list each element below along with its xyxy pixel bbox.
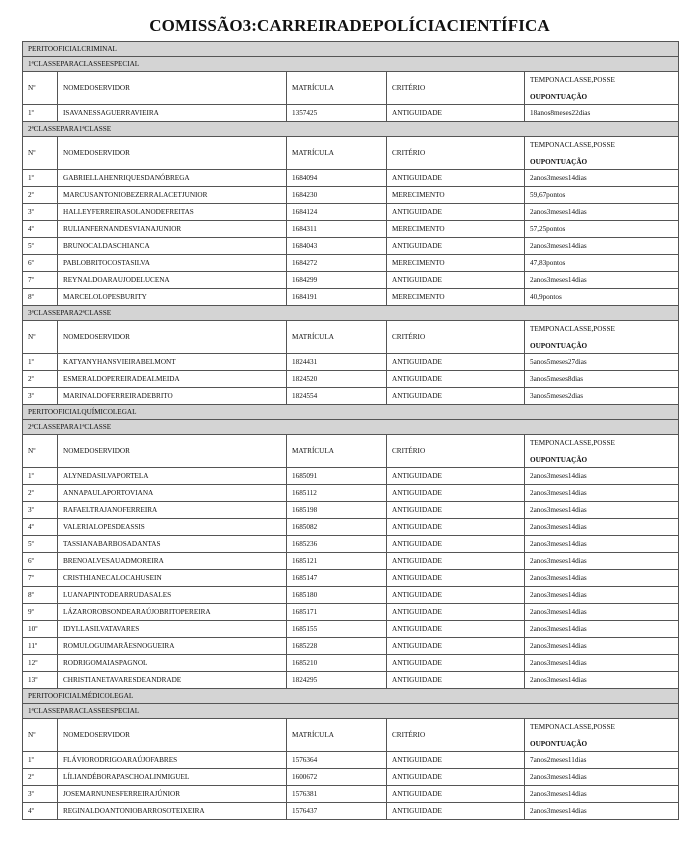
header-name: NOMEDOSERVIDOR [58, 137, 287, 170]
table-row [23, 170, 679, 187]
cell-matricula: 1684272 [287, 255, 387, 272]
header-name: NOMEDOSERVIDOR [58, 72, 287, 105]
section-band-row [23, 420, 679, 435]
cell-name: TASSIANABARBOSADANTAS [58, 536, 287, 553]
cell-rank: 8º [23, 289, 58, 306]
section-band-row [23, 42, 679, 57]
header-criterio: CRITÉRIO [387, 72, 525, 105]
section-band-row [23, 405, 679, 420]
header-tempo [525, 719, 679, 752]
table-row [23, 604, 679, 621]
cell-name: VALERIALOPESDEASSIS [58, 519, 287, 536]
table-row [23, 204, 679, 221]
cell-rank: 3º [23, 204, 58, 221]
cell-rank: 6º [23, 255, 58, 272]
promotion-table [22, 41, 679, 820]
cell-name: LÁZAROROBSONDEARAÚJOBRITOPEREIRA [58, 604, 287, 621]
header-tempo-line2: OUPONTUAÇÃO [530, 455, 588, 464]
table-row [23, 502, 679, 519]
document-title: COMISSÃO3:CARREIRADEPOLÍCIACIENTÍFICA [149, 16, 550, 35]
cell-name: ALYNEDASILVAPORTELA [58, 468, 287, 485]
cell-tempo: 7anos2meses11dias [525, 752, 679, 769]
cell-tempo: 2anos3meses14dias [525, 519, 679, 536]
table-row [23, 221, 679, 238]
cell-tempo: 2anos3meses14dias [525, 170, 679, 187]
section-band-row [23, 689, 679, 704]
cell-rank: 3º [23, 502, 58, 519]
table-row [23, 769, 679, 786]
cell-rank: 4º [23, 803, 58, 820]
cell-tempo: 3anos5meses8dias [525, 371, 679, 388]
cell-matricula: 1600672 [287, 769, 387, 786]
header-tempo-line2: OUPONTUAÇÃO [530, 341, 588, 350]
cell-criterio: ANTIGUIDADE [387, 371, 525, 388]
cell-criterio: ANTIGUIDADE [387, 238, 525, 255]
cell-name: MARCELOLOPESBURITY [58, 289, 287, 306]
cell-rank: 2º [23, 485, 58, 502]
cell-rank: 1º [23, 105, 58, 122]
cell-name: REGINALDOANTONIOBARROSOTEIXEIRA [58, 803, 287, 820]
cell-rank: 8º [23, 587, 58, 604]
cell-rank: 4º [23, 221, 58, 238]
cell-name: CRISTHIANECALOCAHUSEIN [58, 570, 287, 587]
section-band-label: PERITOOFICIALQUÍMICOLEGAL [23, 405, 679, 420]
cell-matricula: 1685236 [287, 536, 387, 553]
cell-criterio: ANTIGUIDADE [387, 604, 525, 621]
header-tempo-line1: TEMPONACLASSE,POSSE [530, 75, 615, 84]
cell-criterio: MERECIMENTO [387, 187, 525, 204]
cell-criterio: MERECIMENTO [387, 221, 525, 238]
cell-tempo: 2anos3meses14dias [525, 485, 679, 502]
header-number: Nº [23, 72, 58, 105]
cell-name: ESMERALDOPEREIRADEALMEIDA [58, 371, 287, 388]
cell-criterio: ANTIGUIDADE [387, 502, 525, 519]
header-criterio: CRITÉRIO [387, 321, 525, 354]
cell-rank: 7º [23, 272, 58, 289]
section-band-label: PERITOOFICIALCRIMINAL [23, 42, 679, 57]
cell-criterio: ANTIGUIDADE [387, 587, 525, 604]
cell-name: FLÁVIORODRIGOARAÚJOFABRES [58, 752, 287, 769]
table-row [23, 187, 679, 204]
header-tempo-line2: OUPONTUAÇÃO [530, 739, 588, 748]
table-row [23, 536, 679, 553]
header-matricula: MATRÍCULA [287, 321, 387, 354]
table-row [23, 655, 679, 672]
cell-rank: 1º [23, 468, 58, 485]
cell-criterio: ANTIGUIDADE [387, 655, 525, 672]
table-row [23, 388, 679, 405]
cell-rank: 12º [23, 655, 58, 672]
cell-rank: 9º [23, 604, 58, 621]
table-row [23, 255, 679, 272]
cell-rank: 11º [23, 638, 58, 655]
cell-matricula: 1685198 [287, 502, 387, 519]
cell-matricula: 1684311 [287, 221, 387, 238]
cell-name: LÍLIANDÉBORAPASCHOALINMIGUEL [58, 769, 287, 786]
cell-matricula: 1576381 [287, 786, 387, 803]
promotion-table-body [23, 42, 679, 820]
cell-criterio: ANTIGUIDADE [387, 803, 525, 820]
header-criterio: CRITÉRIO [387, 435, 525, 468]
cell-name: JOSEMARNUNESFERREIRAJÚNIOR [58, 786, 287, 803]
header-tempo [525, 72, 679, 105]
table-row [23, 786, 679, 803]
cell-rank: 2º [23, 371, 58, 388]
cell-matricula: 1824554 [287, 388, 387, 405]
cell-matricula: 1684124 [287, 204, 387, 221]
table-row [23, 570, 679, 587]
cell-name: HALLEYFERREIRASOLANODEFREITAS [58, 204, 287, 221]
table-row [23, 371, 679, 388]
cell-rank: 5º [23, 238, 58, 255]
cell-criterio: ANTIGUIDADE [387, 519, 525, 536]
cell-name: PABLOBRITOCOSTASILVA [58, 255, 287, 272]
section-band-row [23, 122, 679, 137]
cell-criterio: ANTIGUIDADE [387, 786, 525, 803]
cell-matricula: 1685121 [287, 553, 387, 570]
header-number: Nº [23, 321, 58, 354]
cell-criterio: ANTIGUIDADE [387, 105, 525, 122]
table-row [23, 354, 679, 371]
cell-matricula: 1685082 [287, 519, 387, 536]
cell-criterio: ANTIGUIDADE [387, 570, 525, 587]
cell-rank: 2º [23, 187, 58, 204]
cell-tempo: 47,83pontos [525, 255, 679, 272]
header-tempo-line1: TEMPONACLASSE,POSSE [530, 140, 615, 149]
cell-matricula: 1685155 [287, 621, 387, 638]
cell-name: ANNAPAULAPORTOVIANA [58, 485, 287, 502]
cell-tempo: 2anos3meses14dias [525, 570, 679, 587]
header-tempo-line2: OUPONTUAÇÃO [530, 157, 588, 166]
header-tempo [525, 137, 679, 170]
cell-tempo: 2anos3meses14dias [525, 621, 679, 638]
section-band-label: 3ªCLASSEPARA2ªCLASSE [23, 306, 679, 321]
header-tempo-line1: TEMPONACLASSE,POSSE [530, 324, 615, 333]
table-row [23, 587, 679, 604]
table-row [23, 105, 679, 122]
table-row [23, 272, 679, 289]
cell-criterio: ANTIGUIDADE [387, 204, 525, 221]
cell-rank: 3º [23, 786, 58, 803]
cell-tempo: 2anos3meses14dias [525, 502, 679, 519]
cell-criterio: ANTIGUIDADE [387, 468, 525, 485]
cell-name: RULIANFERNANDESVIANAJUNIOR [58, 221, 287, 238]
table-row [23, 672, 679, 689]
cell-matricula: 1685171 [287, 604, 387, 621]
cell-tempo: 3anos5meses2dias [525, 388, 679, 405]
section-band-row [23, 704, 679, 719]
cell-rank: 7º [23, 570, 58, 587]
table-row [23, 238, 679, 255]
cell-rank: 6º [23, 553, 58, 570]
column-header-row [23, 72, 679, 105]
table-row [23, 803, 679, 820]
cell-rank: 1º [23, 170, 58, 187]
section-band-label: 1ªCLASSEPARACLASSEESPECIAL [23, 57, 679, 72]
cell-matricula: 1684299 [287, 272, 387, 289]
header-name: NOMEDOSERVIDOR [58, 719, 287, 752]
cell-tempo: 5anos5meses27dias [525, 354, 679, 371]
cell-name: MARCUSANTONIOBEZERRALACETJUNIOR [58, 187, 287, 204]
header-name: NOMEDOSERVIDOR [58, 435, 287, 468]
cell-tempo: 2anos3meses14dias [525, 769, 679, 786]
header-tempo-line1: TEMPONACLASSE,POSSE [530, 722, 615, 731]
cell-tempo: 2anos3meses14dias [525, 638, 679, 655]
cell-matricula: 1685091 [287, 468, 387, 485]
cell-tempo: 2anos3meses14dias [525, 468, 679, 485]
header-criterio: CRITÉRIO [387, 719, 525, 752]
cell-criterio: ANTIGUIDADE [387, 752, 525, 769]
cell-name: GABRIELLAHENRIQUESDANÓBREGA [58, 170, 287, 187]
column-header-row [23, 435, 679, 468]
cell-matricula: 1684094 [287, 170, 387, 187]
cell-matricula: 1684043 [287, 238, 387, 255]
cell-matricula: 1824431 [287, 354, 387, 371]
header-tempo [525, 435, 679, 468]
cell-rank: 13º [23, 672, 58, 689]
cell-tempo: 18anos8meses22dias [525, 105, 679, 122]
cell-name: RODRIGOMAIASPAGNOL [58, 655, 287, 672]
section-band-row [23, 306, 679, 321]
cell-criterio: ANTIGUIDADE [387, 672, 525, 689]
cell-tempo: 2anos3meses14dias [525, 786, 679, 803]
cell-tempo: 59,67pontos [525, 187, 679, 204]
cell-name: BRENOALVESAUADMOREIRA [58, 553, 287, 570]
cell-name: CHRISTIANETAVARESDEANDRADE [58, 672, 287, 689]
table-row [23, 553, 679, 570]
header-tempo-line2: OUPONTUAÇÃO [530, 92, 588, 101]
section-band-label: 2ªCLASSEPARA1ªCLASSE [23, 420, 679, 435]
table-row [23, 638, 679, 655]
header-matricula: MATRÍCULA [287, 719, 387, 752]
table-row [23, 621, 679, 638]
cell-matricula: 1576364 [287, 752, 387, 769]
cell-name: IDYLLASILVATAVARES [58, 621, 287, 638]
header-tempo [525, 321, 679, 354]
cell-matricula: 1685180 [287, 587, 387, 604]
cell-name: KATYANYHANSVIEIRABELMONT [58, 354, 287, 371]
section-band-row [23, 57, 679, 72]
cell-matricula: 1685210 [287, 655, 387, 672]
table-row [23, 485, 679, 502]
cell-name: MARINALDOFERREIRADEBRITO [58, 388, 287, 405]
cell-name: LUANAPINTODEARRUDASALES [58, 587, 287, 604]
cell-matricula: 1684230 [287, 187, 387, 204]
cell-matricula: 1824520 [287, 371, 387, 388]
cell-tempo: 40,9pontos [525, 289, 679, 306]
cell-tempo: 2anos3meses14dias [525, 536, 679, 553]
table-row [23, 468, 679, 485]
table-row [23, 289, 679, 306]
cell-name: BRUNOCALDASCHIANCA [58, 238, 287, 255]
cell-criterio: ANTIGUIDADE [387, 388, 525, 405]
cell-rank: 3º [23, 388, 58, 405]
cell-rank: 1º [23, 354, 58, 371]
table-row [23, 752, 679, 769]
cell-name: ROMULOGUIMARÃESNOGUEIRA [58, 638, 287, 655]
cell-tempo: 2anos3meses14dias [525, 604, 679, 621]
section-band-label: PERITOOFICIALMÉDICOLEGAL [23, 689, 679, 704]
cell-criterio: ANTIGUIDADE [387, 769, 525, 786]
cell-tempo: 2anos3meses14dias [525, 803, 679, 820]
cell-tempo: 2anos3meses14dias [525, 587, 679, 604]
cell-tempo: 2anos3meses14dias [525, 272, 679, 289]
header-number: Nº [23, 137, 58, 170]
cell-criterio: ANTIGUIDADE [387, 536, 525, 553]
cell-matricula: 1684191 [287, 289, 387, 306]
header-matricula: MATRÍCULA [287, 137, 387, 170]
cell-rank: 1º [23, 752, 58, 769]
cell-criterio: MERECIMENTO [387, 289, 525, 306]
cell-criterio: ANTIGUIDADE [387, 553, 525, 570]
cell-rank: 10º [23, 621, 58, 638]
cell-rank: 2º [23, 769, 58, 786]
header-criterio: CRITÉRIO [387, 137, 525, 170]
cell-criterio: ANTIGUIDADE [387, 638, 525, 655]
cell-criterio: ANTIGUIDADE [387, 621, 525, 638]
cell-tempo: 2anos3meses14dias [525, 655, 679, 672]
cell-matricula: 1685112 [287, 485, 387, 502]
cell-tempo: 2anos3meses14dias [525, 204, 679, 221]
cell-criterio: ANTIGUIDADE [387, 485, 525, 502]
header-matricula: MATRÍCULA [287, 72, 387, 105]
cell-name: RAFAELTRAJANOFERREIRA [58, 502, 287, 519]
column-header-row [23, 137, 679, 170]
cell-name: ISAVANESSAGUERRAVIEIRA [58, 105, 287, 122]
cell-tempo: 2anos3meses14dias [525, 238, 679, 255]
cell-tempo: 57,25pontos [525, 221, 679, 238]
header-matricula: MATRÍCULA [287, 435, 387, 468]
section-band-label: 2ªCLASSEPARA1ªCLASSE [23, 122, 679, 137]
header-tempo-line1: TEMPONACLASSE,POSSE [530, 438, 615, 447]
cell-matricula: 1685228 [287, 638, 387, 655]
cell-rank: 5º [23, 536, 58, 553]
cell-criterio: MERECIMENTO [387, 255, 525, 272]
cell-matricula: 1685147 [287, 570, 387, 587]
header-number: Nº [23, 719, 58, 752]
cell-criterio: ANTIGUIDADE [387, 272, 525, 289]
section-band-label: 1ªCLASSEPARACLASSEESPECIAL [23, 704, 679, 719]
table-row [23, 519, 679, 536]
cell-name: REYNALDOARAUJODELUCENA [58, 272, 287, 289]
cell-criterio: ANTIGUIDADE [387, 170, 525, 187]
column-header-row [23, 719, 679, 752]
cell-matricula: 1824295 [287, 672, 387, 689]
cell-tempo: 2anos3meses14dias [525, 553, 679, 570]
cell-rank: 4º [23, 519, 58, 536]
cell-matricula: 1357425 [287, 105, 387, 122]
column-header-row [23, 321, 679, 354]
header-name: NOMEDOSERVIDOR [58, 321, 287, 354]
cell-tempo: 2anos3meses14dias [525, 672, 679, 689]
header-number: Nº [23, 435, 58, 468]
cell-matricula: 1576437 [287, 803, 387, 820]
cell-criterio: ANTIGUIDADE [387, 354, 525, 371]
